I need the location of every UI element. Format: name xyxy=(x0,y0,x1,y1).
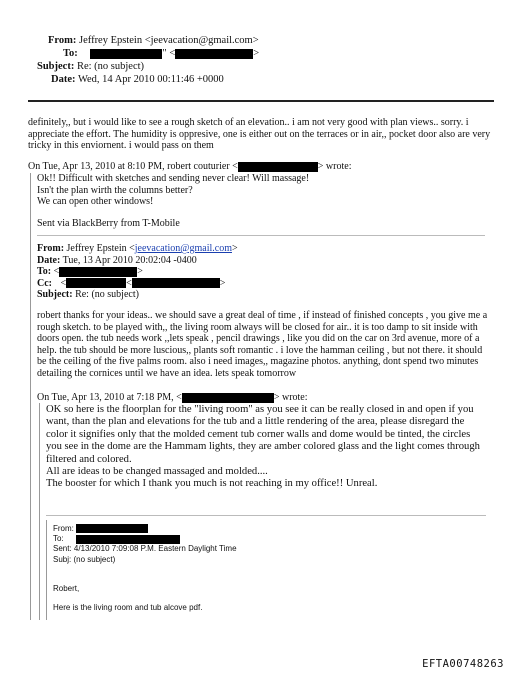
quote1-signature: Sent via BlackBerry from T-Mobile xyxy=(37,217,180,229)
quote1-line: We can open other windows! xyxy=(37,196,154,208)
quote2-body: robert thanks for your ideas.. we should save a great deal of time , if instead of finished concepts , you give me a rough sketch. to be played with,, the living room always will be closed for air.. it is too damp to sit inside with doors open. the tub needs work ,,lets speak , pencil drawings , like you did on the car on 3rd avenue, more of a help. the tub should be more luscious,, plants soft romantic . i love the hamman ceiling , but not there. it should be the ceiling of the five palms room. also i need images,, magazine photos. anything, dont spend two minutes detailing the cornices until we have an idea. lets speak tomorrow xyxy=(37,310,488,379)
header-subject xyxy=(37,60,144,73)
from-value: Jeffrey Epstein <jeevacation@gmail.com> xyxy=(79,35,259,46)
reply-body: definitely,, but i would like to see a rough sketch of an elevation.. i am not very good with plan views.. sorry. i appreciate the effort. The humidity is oppresive, one is either out on the terraces or in air,, pocket door also are very tricky in this enviornent. i would pass on them xyxy=(28,117,491,152)
document-id: EFTA00748263 xyxy=(422,658,504,670)
quote1-line: Ok!! Difficult with sketches and sending never clear! Will massage! xyxy=(37,173,310,184)
quote4-body: Robert, Here is the living room and tub alcove pdf. xyxy=(53,584,203,613)
date-value: Wed, 14 Apr 2010 00:11:46 +0000 xyxy=(77,74,224,85)
date-label: Date: xyxy=(51,74,76,85)
email-link[interactable]: jeevacation@gmail.com xyxy=(134,243,232,254)
quote2-header: From: Jeffrey Epstein <jeevacation@gmail.com> Date: Tue, 13 Apr 2010 20:02:04 -0400 To: < > Cc: < < > Subject: Re: (no subject) xyxy=(37,243,238,300)
subject-label: Subject: xyxy=(37,61,75,72)
quote1-line: Isn't the plan wirth the columns better? xyxy=(37,184,193,196)
redaction-block xyxy=(90,49,162,59)
quote1-body xyxy=(37,173,309,229)
redaction-block xyxy=(76,524,148,533)
quote3-divider xyxy=(46,515,486,516)
quote4-header: From: To: Sent: 4/13/2010 7:09:08 P.M. Eastern Daylight Time Subj: (no subject) xyxy=(53,524,237,564)
quote3-attribution: On Tue, Apr 13, 2010 at 7:18 PM, < > wrote: xyxy=(37,392,308,403)
to-label: To: xyxy=(63,48,78,59)
header-from xyxy=(48,34,259,47)
redaction-block xyxy=(238,162,318,172)
redaction-block xyxy=(59,267,137,277)
quote3-body: OK so here is the floorplan for the "living room" as you see it can be really closed in and open if you want, than the plan and elevations for the tub and a little rendering of the area, please disregard the color it signifies only that the molded cement tub corner walls and dome would be tinted, the circles you see in the dome are the Hammam lights, they are amber colored glass and the light comes through filtered and colored. All are ideas to be changed massaged and molded.... The booster for which I thank you much is not reaching in my office!! Unreal. xyxy=(46,404,480,490)
header-date xyxy=(51,73,224,86)
quote1-divider xyxy=(37,235,485,236)
redaction-block xyxy=(76,535,180,544)
quote-bar-1 xyxy=(30,173,31,620)
quote1-attribution: On Tue, Apr 13, 2010 at 8:10 PM, robert couturier < > wrote: xyxy=(28,161,352,172)
redaction-block xyxy=(175,49,253,59)
redaction-block xyxy=(132,278,220,288)
header-divider xyxy=(28,100,494,102)
quote-bar-2 xyxy=(39,403,40,620)
header-to: To: " < > xyxy=(63,48,260,59)
quote-bar-3 xyxy=(46,520,47,620)
redaction-block xyxy=(182,393,274,403)
from-label: From: xyxy=(48,35,77,46)
subject-value: Re: (no subject) xyxy=(76,61,145,72)
redaction-block xyxy=(66,278,126,288)
